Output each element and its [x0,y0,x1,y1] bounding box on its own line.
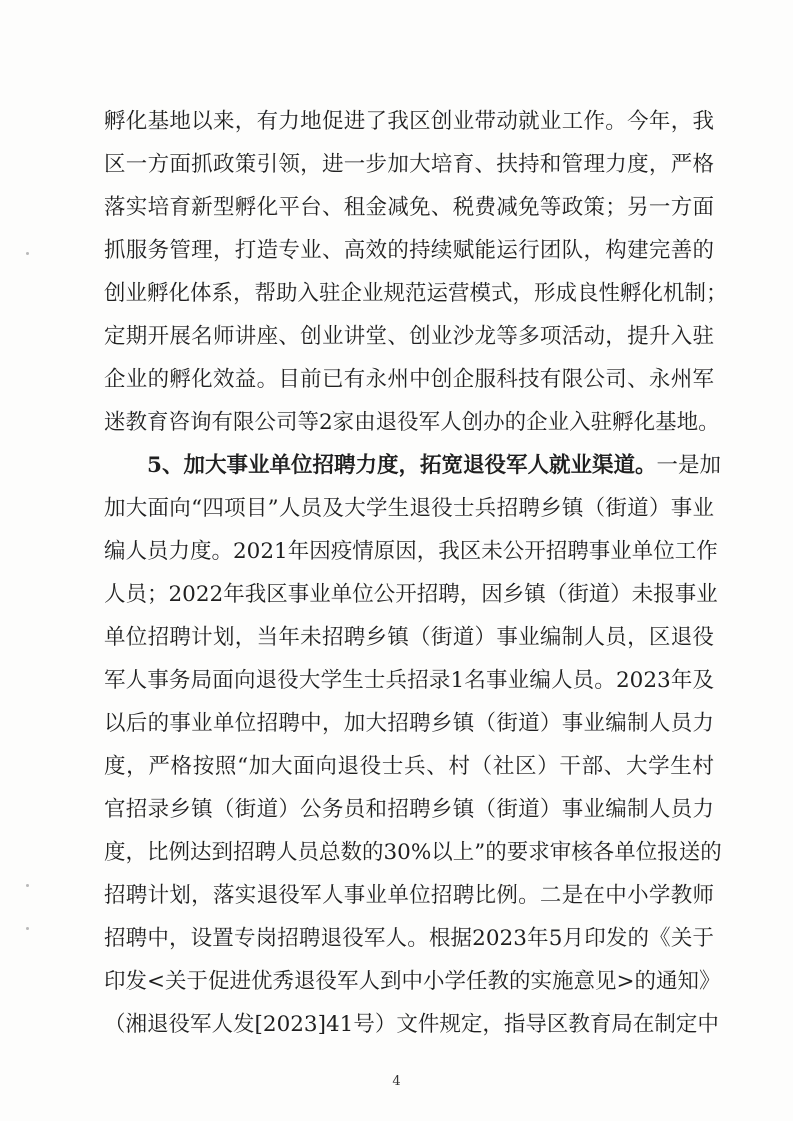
scan-speck [26,927,29,930]
body-line-2: 区一方面抓政策引领，进一步加大培育、扶持和管理力度，严格 [104,152,714,177]
body-line-5: 创业孵化体系，帮助入驻企业规范运营模式，形成良性孵化机制； [104,281,728,306]
body-line-6: 定期开展名师讲座、创业讲堂、创业沙龙等多项活动，提升入驻 [104,324,714,349]
section-heading-tail: 一是加 [656,453,721,478]
body-line-3: 落实培育新型孵化平台、租金减免、税费减免等政策；另一方面 [104,195,714,220]
body-line-20: 印发<关于促进优秀退役军人到中小学任教的实施意见>的通知》 [104,969,721,994]
body-line-19: 招聘中，设置专岗招聘退役军人。根据2023年5月印发的《关于 [104,926,714,951]
body-line-17: 度，比例达到招聘人员总数的30%以上”的要求审核各单位报送的 [104,840,722,865]
body-line-13: 军人事务局面向退役大学生士兵招录1名事业编人员。2023年及 [104,668,714,693]
body-line-14: 以后的事业单位招聘中，加大招聘乡镇（街道）事业编制人员力 [104,711,714,736]
body-line-16: 官招录乡镇（街道）公务员和招聘乡镇（街道）事业编制人员力 [104,797,714,822]
scan-speck [26,252,29,255]
body-line-9: 加大面向“四项目”人员及大学生退役士兵招聘乡镇（街道）事业 [104,496,714,521]
body-line-15: 度，严格按照“加大面向退役士兵、村（社区）干部、大学生村 [104,754,714,779]
body-line-10: 编人员力度。2021年因疫情原因，我区未公开招聘事业单位工作 [104,539,718,564]
section-heading: 5、加大事业单位招聘力度，拓宽退役军人就业渠道。 [147,453,657,478]
page-number: 4 [392,1074,401,1089]
body-line-18: 招聘计划，落实退役军人事业单位招聘比例。二是在中小学教师 [104,883,714,908]
body-line-4: 抓服务管理，打造专业、高效的持续赋能运行团队，构建完善的 [104,238,714,263]
scan-speck [26,884,29,887]
body-line-12: 单位招聘计划，当年未招聘乡镇（街道）事业编制人员，区退役 [104,625,714,650]
body-line-11: 人员；2022年我区事业单位公开招聘，因乡镇（街道）未报事业 [104,582,718,607]
body-line-7: 企业的孵化效益。目前已有永州中创企服科技有限公司、永州军 [104,367,714,392]
body-line-21: （湘退役军人发[2023]41号）文件规定，指导区教育局在制定中 [104,1012,719,1037]
body-line-8: 迷教育咨询有限公司等2家由退役军人创办的企业入驻孵化基地。 [104,410,720,435]
section-heading-line [147,452,721,480]
body-line-1: 孵化基地以来，有力地促进了我区创业带动就业工作。今年，我 [104,109,714,134]
